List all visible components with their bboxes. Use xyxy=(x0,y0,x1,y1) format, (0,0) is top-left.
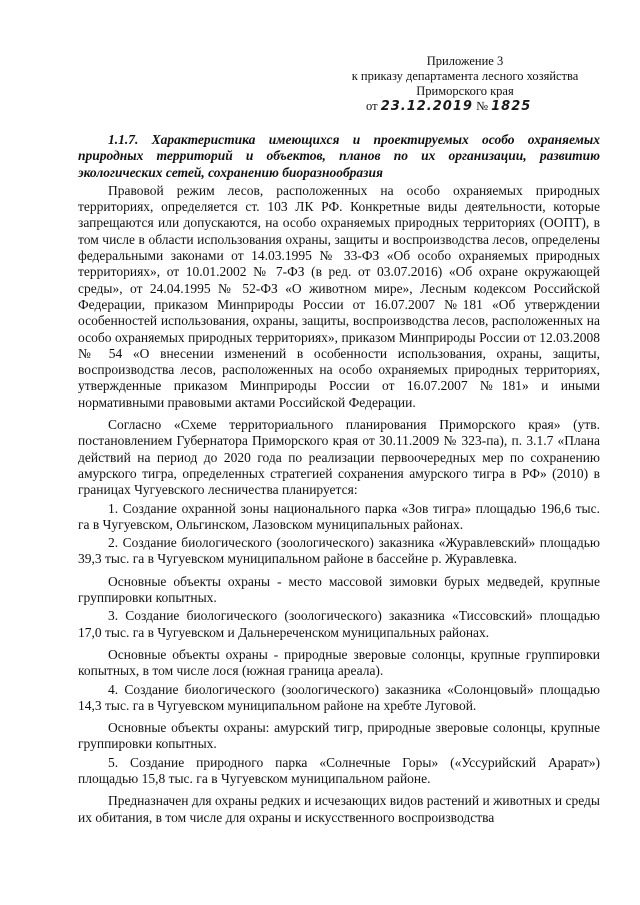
list-item-4: 4. Создание биологического (зоологического) заказника «Солонцовый» площадью 14,3 тыс. га в Чугуевском муниципальном районе на хребте Луговой. xyxy=(78,681,600,713)
paragraph-objects-2: Основные объекты охраны - место массовой зимовки бурых медведей, крупные группировки копытных. xyxy=(78,573,600,606)
number-sign: № xyxy=(476,99,488,113)
document-body xyxy=(78,132,600,828)
paragraph-legal-regime: Правовой режим лесов, расположенных на особо охраняемых природных территориях, определяется ст. 103 ЛК РФ. Конкретные виды деятельности, которые запрещаются или допускаются, на особо охраняемых природных территориях (ООПТ), в том числе в области использования охраны, защиты и воспроизводства лесов, определены федеральными законами от 14.03.1995 № 33-ФЗ «Об особо охраняемых природных территориях», от 10.01.2002 № 7-ФЗ (в ред. от 03.07.2016) «Об охране окружающей среды», от 24.04.1995 № 52-ФЗ «О животном мире», Лесным кодексом Российской Федерации, приказом Минприроды России от 16.07.2007 №181 «Об утверждении особенностей использования, охраны, защиты, воспроизводства лесов, расположенных на особо охраняемых природных территориях», приказом Минприроды России от 12.03.2008 № 54 «О внесении изменений в особенности использования, охраны, защиты, воспроизводства лесов, расположенных на особо охраняемых природных территориях, утвержденные приказом Минприроды России от 16.07.2007 №181» и иными нормативными правовыми актами Российской Федерации. xyxy=(78,182,600,410)
paragraph-purpose: Предназначен для охраны редких и исчезающих видов растений и животных и среды их обитания, в том числе для охраны и искусственного воспроизводства xyxy=(78,793,600,825)
annex-order-line: к приказу департамента лесного хозяйства xyxy=(351,69,579,83)
annex-region-line: Приморского края xyxy=(416,84,514,98)
paragraph-planning-scheme: Согласно «Схеме территориального планирования Приморского края» (утв. постановлением Губернатора Приморского края от 30.11.2009 № 323-па), п. 3.1.7 «Плана действий на период до 2020 года по реализации первоочередных мер по сохранению амурского тигра, определенных стратегией сохранения амурского тигра в РФ» (2010) в границах Чугуевского лесничества планируется: xyxy=(78,417,600,498)
date-prefix: от xyxy=(366,99,378,113)
paragraph-objects-4: Основные объекты охраны: амурский тигр, природные зверовые солонцы, крупные группировки копытных. xyxy=(78,720,600,752)
annex-header xyxy=(320,54,610,114)
section-heading: 1.1.7. Характеристика имеющихся и проектируемых особо охраняемых природных территорий и объектов, планов по их организации, развитию экологических сетей, сохранению биоразнообразия xyxy=(78,132,600,180)
list-item-5: 5. Создание природного парка «Солнечные Горы» («Уссурийский Арарат») площадью 15,8 тыс. га в Чугуевском муниципальном районе. xyxy=(78,754,600,786)
list-item-3: 3. Создание биологического (зоологического) заказника «Тиссовский» площадью 17,0 тыс. га в Чугуевском и Дальнереченском муниципальных районах. xyxy=(78,608,600,640)
paragraph-objects-3: Основные объекты охраны - природные зверовые солонцы, крупные группировки копытных, в том числе лося (южная граница ареала). xyxy=(78,646,600,679)
list-item-2: 2. Создание биологического (зоологического) заказника «Журавлевский» площадью 39,3 тыс. га в Чугуевском муниципальном районе в бассейне р. Журавлевка. xyxy=(78,535,600,567)
list-item-1: 1. Создание охранной зоны национального парка «Зов тигра» площадью 196,6 тыс. га в Чугуевском, Ольгинском, Лазовском муниципальных районах. xyxy=(78,500,600,532)
handwritten-date: 23.12.2019 xyxy=(380,99,473,114)
annex-date-number-line xyxy=(320,99,610,114)
handwritten-number: 1825 xyxy=(491,99,532,114)
annex-title: Приложение 3 xyxy=(426,54,504,68)
